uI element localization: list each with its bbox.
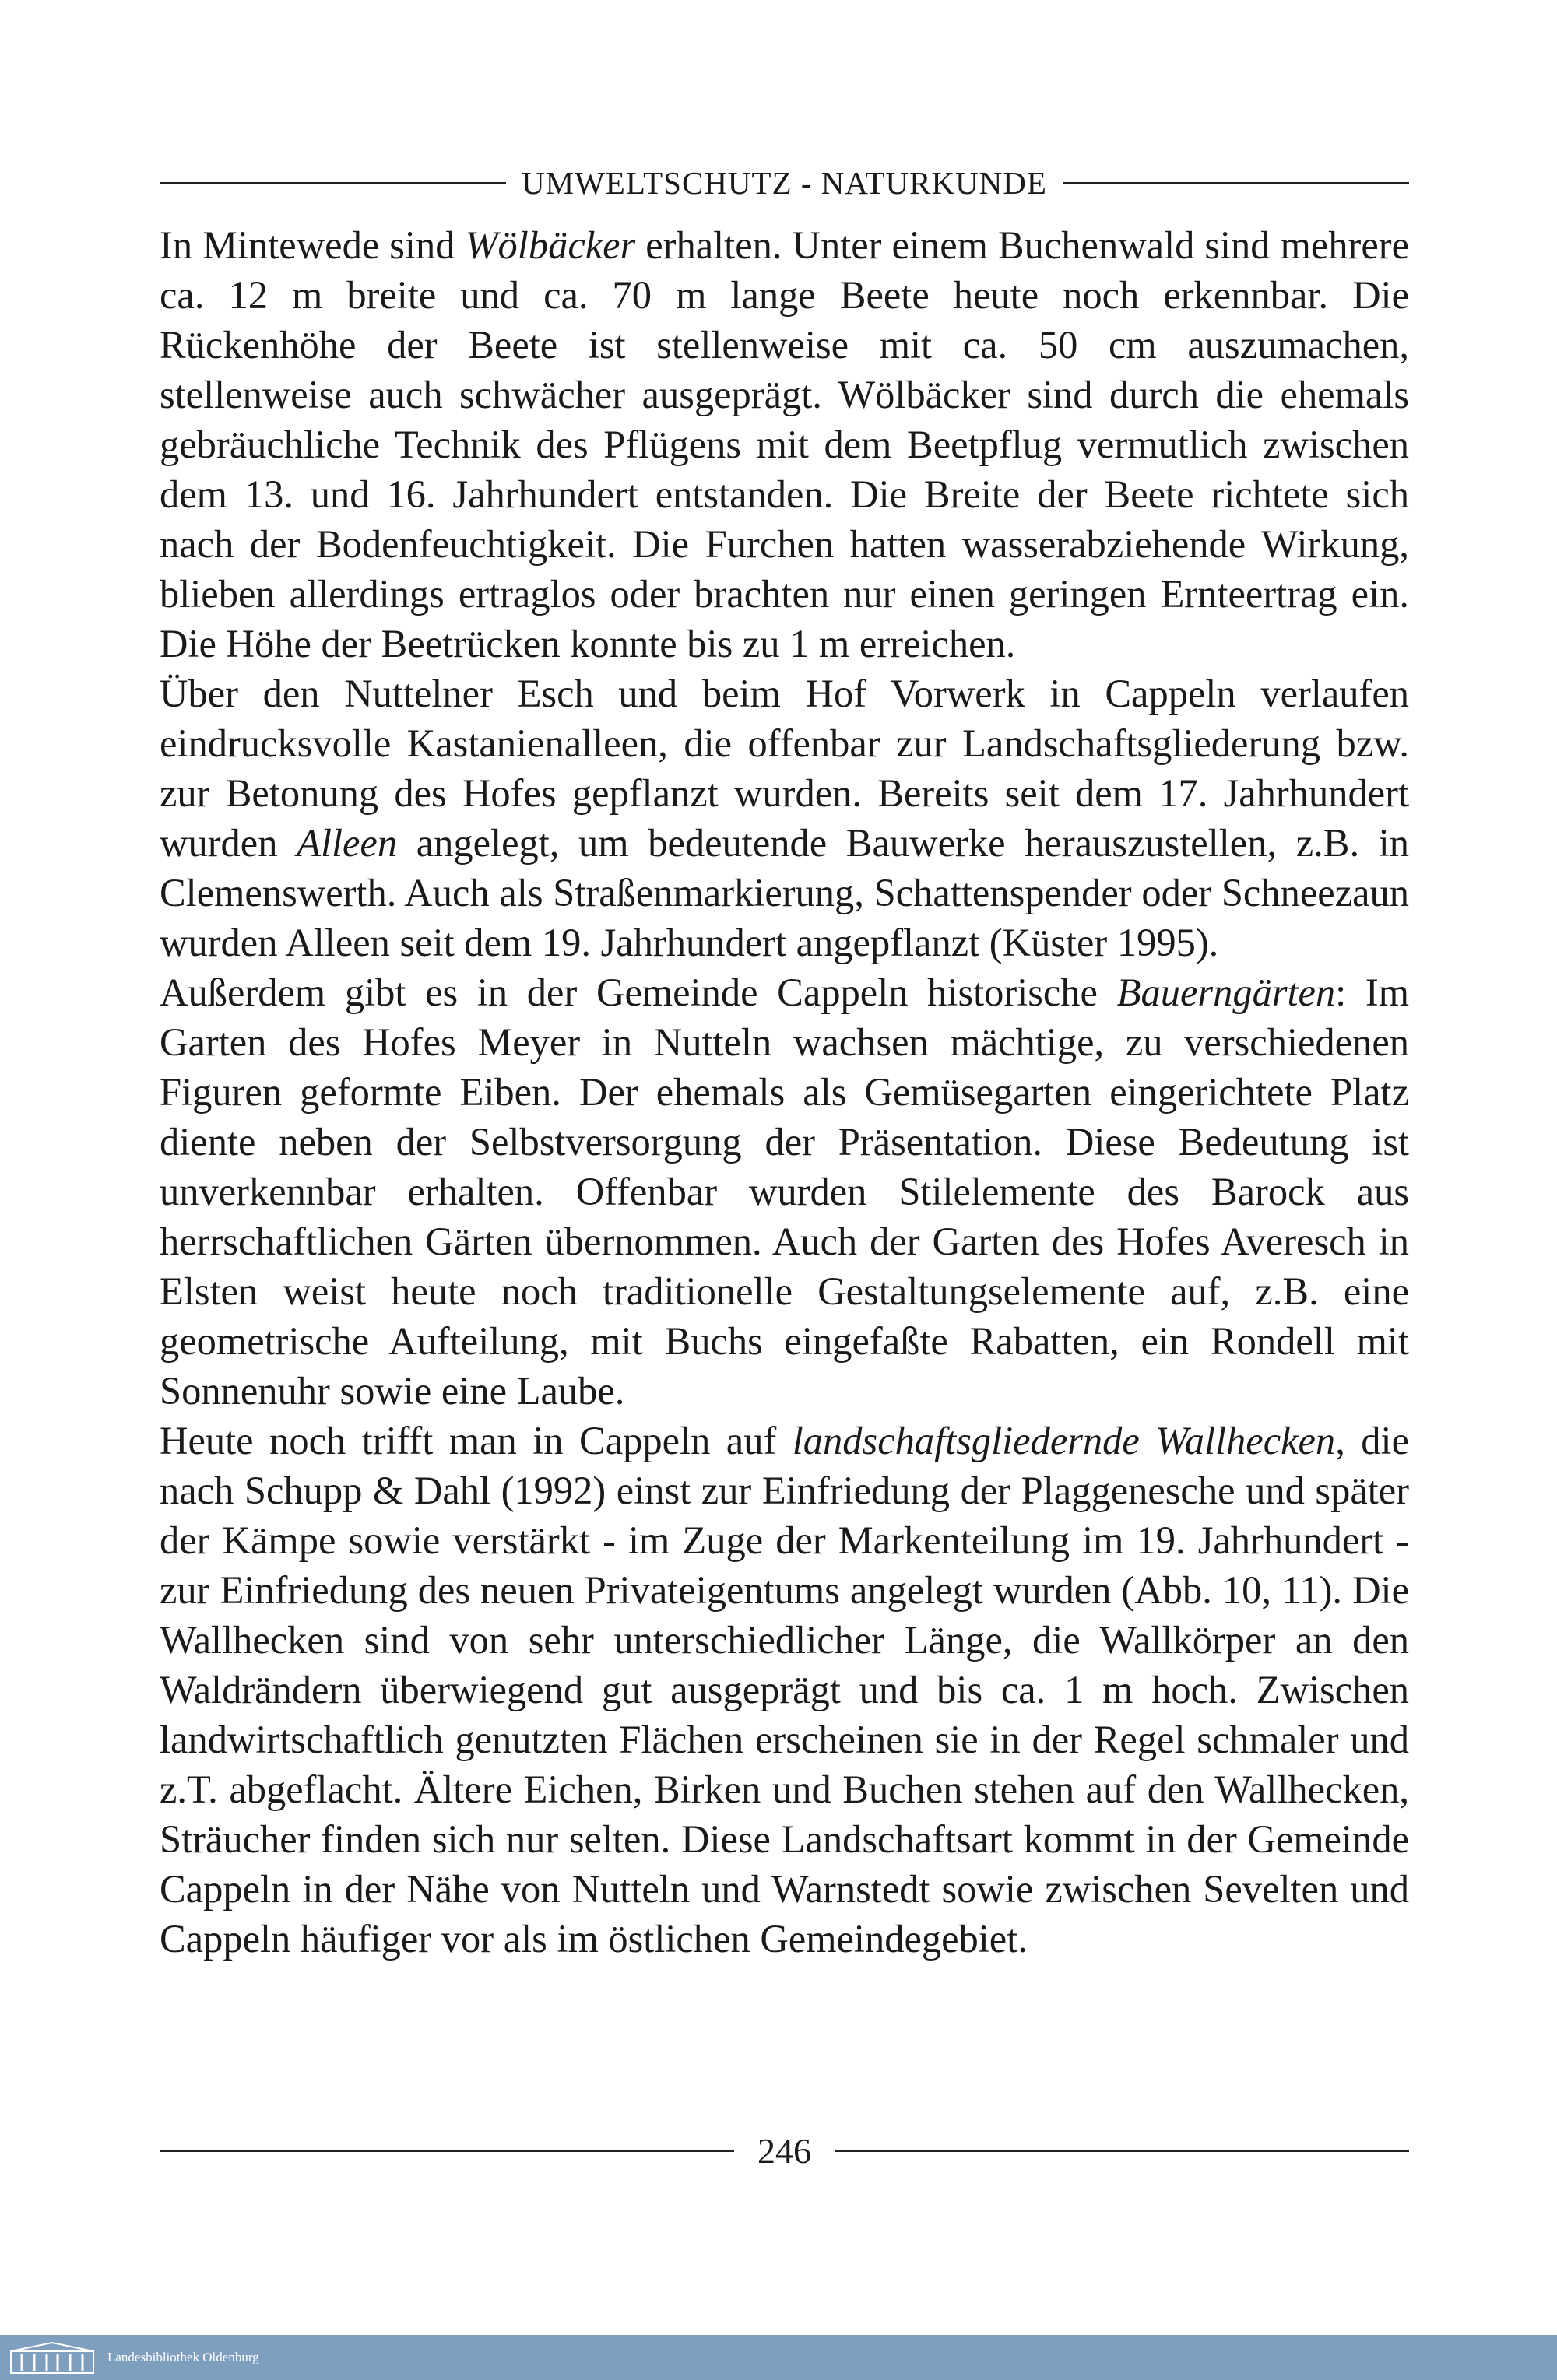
paragraph-text: Über den Nuttelner Esch und beim Hof Vorwerk in Cappeln verlaufen eindrucksvolle Kastanienalleen, die offenbar zur Landschaftsgliederung bzw. zur Betonung des Hofes gepflanzt wurden. Bereits seit dem 17. Jahrhundert wurden — [160, 672, 1409, 865]
library-building-icon — [9, 2340, 95, 2375]
library-name: Landesbibliothek Oldenburg — [107, 2350, 259, 2364]
page-number: 246 — [757, 2130, 811, 2171]
paragraph-woelbaecker — [160, 220, 1409, 669]
page-footer — [160, 2127, 1409, 2174]
paragraph-text: In Mintewede sind — [160, 223, 466, 267]
paragraph-bauerngaerten — [160, 967, 1409, 1416]
running-header — [160, 160, 1409, 206]
footer-rule-left — [160, 2150, 734, 2152]
paragraph-alleen — [160, 669, 1409, 967]
emphasized-term: Bauerngärten — [1116, 971, 1336, 1014]
paragraph-text: Heute noch trifft man in Cappeln auf — [160, 1419, 793, 1462]
footer-rule-right — [835, 2150, 1409, 2152]
paragraph-text: , die nach Schupp & Dahl (1992) einst zur Einfriedung der Plaggenesche und später der Kämpe sowie verstärkt - im Zuge der Markenteilung im 19. Jahrhundert - zur Einfriedung des neuen Privateigentums angelegt wurden (Abb. 10, 11). Die Wallhecken sind von sehr unterschiedlicher Länge, die Wallkörper an den Waldrändern überwiegend gut ausgeprägt und bis ca. 1 m hoch. Zwischen landwirtschaftlich genutzten Flächen erscheinen sie in der Regel schmaler und z.T. abgeflacht. Ältere Eichen, Birken und Buchen stehen auf den Wallhecken, Sträucher finden sich nur selten. Diese Landschaftsart kommt in der Gemeinde Cappeln in der Nähe von Nutteln und Warnstedt sowie zwischen Sevelten und Cappeln häufiger vor als im östlichen Gemeindegebiet. — [160, 1419, 1409, 1961]
header-title: UMWELTSCHUTZ - NATURKUNDE — [522, 165, 1047, 201]
paragraph-wallhecken — [160, 1416, 1409, 1964]
emphasized-term: landschaftsgliedernde Wallhecken — [792, 1419, 1336, 1462]
paragraph-text: erhalten. Unter einem Buchenwald sind mehrere ca. 12 m breite und ca. 70 m lange Beete heute noch erkennbar. Die Rückenhöhe der Beete ist stellenweise mit ca. 50 cm auszumachen, stellenweise auch schwächer ausgeprägt. Wölbäcker sind durch die ehemals gebräuchliche Technik des Pflügens mit dem Beetpflug vermutlich zwischen dem 13. und 16. Jahrhundert entstanden. Die Breite der Beete richtete sich nach der Bodenfeuchtigkeit. Die Furchen hatten wasserabziehende Wirkung, blieben allerdings ertraglos oder brachten nur einen geringen Ernteertrag ein. Die Höhe der Beetrücken konnte bis zu 1 m erreichen. — [160, 223, 1409, 665]
library-strip — [0, 2335, 1557, 2380]
emphasized-term: Alleen — [297, 821, 398, 865]
paragraph-text: angelegt, um bedeutende Bauwerke herauszustellen, z.B. in Clemenswerth. Auch als Straßenmarkierung, Schattenspender oder Schneezaun wurden Alleen seit dem 19. Jahrhundert angepflanzt (Küster 1995). — [160, 821, 1409, 964]
emphasized-term: Wölbäcker — [465, 223, 636, 267]
header-rule-right — [1063, 182, 1409, 184]
paragraph-text: Außerdem gibt es in der Gemeinde Cappeln historische — [160, 971, 1117, 1014]
header-rule-left — [160, 182, 506, 184]
paragraph-text: : Im Garten des Hofes Meyer in Nutteln wachsen mächtige, zu verschiedenen Figuren geformte Eiben. Der ehemals als Gemüsegarten eingerichtete Platz diente neben der Selbstversorgung der Präsentation. Diese Bedeutung ist unverkennbar erhalten. Offenbar wurden Stilelemente des Barock aus herrschaftlichen Gärten übernommen. Auch der Garten des Hofes Averesch in Elsten weist heute noch traditionelle Gestaltungselemente auf, z.B. eine geometrische Aufteilung, mit Buchs eingefaßte Rabatten, ein Rondell mit Sonnenuhr sowie eine Laube. — [160, 971, 1409, 1413]
body-text — [160, 220, 1409, 1964]
